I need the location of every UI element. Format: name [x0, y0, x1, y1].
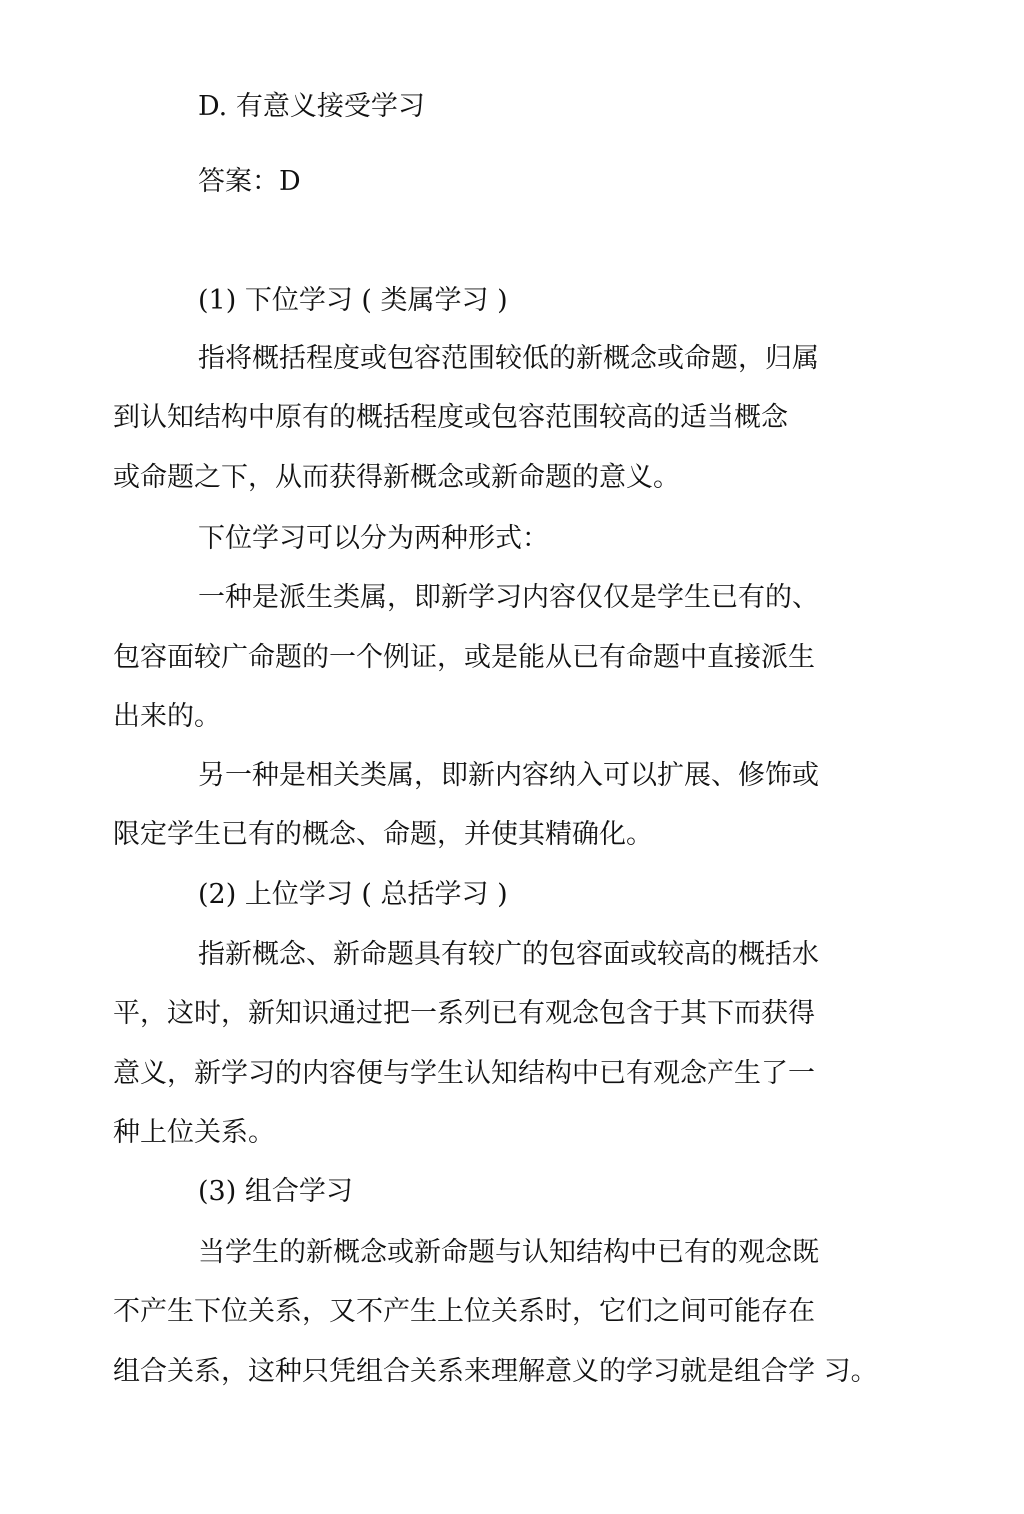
section1-para4-line2: 限定学生已有的概念、命题，并使其精确化。: [113, 819, 653, 850]
section2-para1-line1: 指新概念、新命题具有较广的包容面或较高的概括水: [198, 939, 819, 970]
section1-para1-line3: 或命题之下，从而获得新概念或新命题的意义。: [113, 462, 680, 493]
section1-para3-line3: 出来的。: [113, 701, 221, 732]
section3-para1-line3: 组合关系，这种只凭组合关系来理解意义的学习就是组合学 习。: [113, 1356, 878, 1387]
section3-heading: (3) 组合学习: [198, 1176, 353, 1207]
section2-para1-line3: 意义，新学习的内容便与学生认知结构中已有观念产生了一: [113, 1058, 815, 1089]
section1-para3-line1: 一种是派生类属，即新学习内容仅仅是学生已有的、: [198, 582, 819, 613]
answer-line: 答案：D: [198, 166, 301, 197]
option-d: D. 有意义接受学习: [198, 91, 425, 122]
section2-para1-line4: 种上位关系。: [113, 1117, 275, 1148]
section1-para1-line2: 到认知结构中原有的概括程度或包容范围较高的适当概念: [113, 402, 788, 433]
section1-para3-line2: 包容面较广命题的一个例证，或是能从已有命题中直接派生: [113, 642, 815, 673]
section1-para4-line1: 另一种是相关类属，即新内容纳入可以扩展、修饰或: [198, 760, 819, 791]
section3-para1-line1: 当学生的新概念或新命题与认知结构中已有的观念既: [198, 1237, 819, 1268]
section3-para1-line2: 不产生下位关系，又不产生上位关系时，它们之间可能存在: [113, 1296, 815, 1327]
section1-para2: 下位学习可以分为两种形式：: [198, 523, 549, 554]
section1-heading: (1) 下位学习 ( 类属学习 ): [198, 285, 508, 316]
section2-para1-line2: 平，这时，新知识通过把一系列已有观念包含于其下而获得: [113, 998, 815, 1029]
section1-para1-line1: 指将概括程度或包容范围较低的新概念或命题，归属: [198, 343, 819, 374]
section2-heading: (2) 上位学习 ( 总括学习 ): [198, 879, 508, 910]
